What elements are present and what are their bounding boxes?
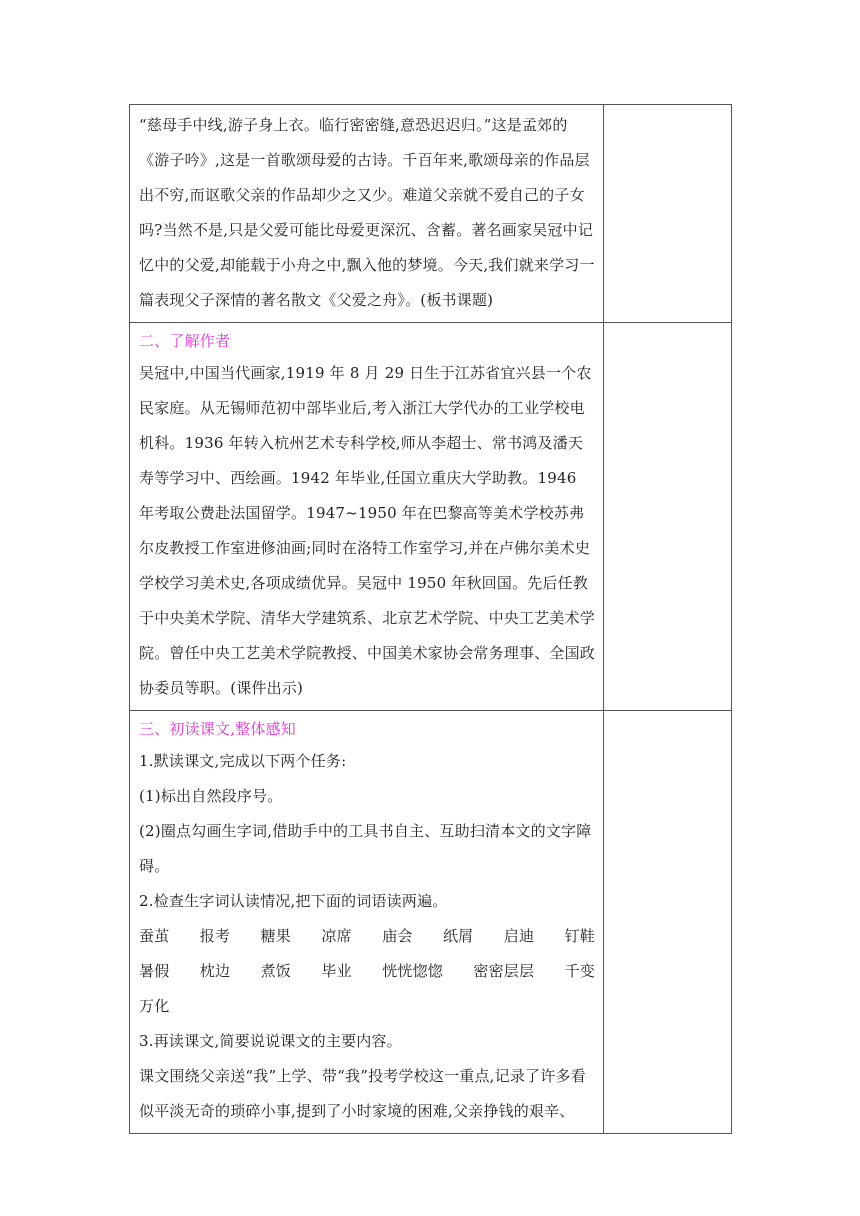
vocab-word: 报考 (199, 927, 231, 945)
vocab-word: 糖果 (260, 927, 291, 945)
intro-paragraph: “慈母手中线,游子身上衣。临行密密缝,意恐迟迟归。”这是孟郊的《游子吟》,这是一首歌颂母爱的古诗。千百年来,歌颂母亲的作品层出不穷,而讴歌父亲的作品却少之又少。难道父亲就不爱自己的子女吗?当然不是,只是父爱可能比母爱更深沉、含蓄。著名画家吴冠中记忆中的父爱,却能载于小舟之中,飘入他的梦境。今天,我们就来学习一篇表现父子深情的著名散文《父爱之舟》。(板书课题) (139, 116, 595, 309)
task-1a: (1)标出自然段序号。 (139, 787, 283, 805)
vocab-word: 千变 (564, 962, 595, 980)
table-row-intro (130, 105, 732, 323)
task-1: 1.默读课文,完成以下两个任务: (139, 752, 347, 770)
notes-cell-reading (604, 711, 732, 1134)
section-heading-reading: 三、初读课文,整体感知 (139, 720, 296, 738)
content-cell-author (130, 323, 604, 711)
vocab-word: 庙会 (382, 927, 413, 945)
vocab-word: 钉鞋 (564, 927, 595, 945)
vocab-word: 枕边 (199, 962, 231, 980)
task-2: 2.检查生字词认读情况,把下面的词语读两遍。 (139, 892, 448, 910)
vocab-word: 煮饭 (260, 962, 291, 980)
notes-cell-author (604, 323, 732, 711)
task-1b: (2)圈点勾画生字词,借助手中的工具书自主、互助扫清本文的文字障碍。 (139, 822, 592, 875)
lesson-plan-table (129, 104, 732, 1134)
summary-paragraph: 课文围绕父亲送“我”上学、带“我”投考学校这一重点,记录了许多看似平淡无奇的琐碎小事,提到了小时家境的困难,父亲挣钱的艰辛、 (139, 1067, 586, 1120)
author-paragraph: 吴冠中,中国当代画家,1919 年 8 月 29 日生于江苏省宜兴县一个农民家庭。从无锡师范初中部毕业后,考入浙江大学代办的工业学校电机科。1936 年转入杭州艺术专科学校,师从李超士、常书鸿及潘天寿等学习中、西绘画。1942 年毕业,任国立重庆大学助教。1946 年考取公费赴法国留学。1947~1950 年在巴黎高等美术学校苏弗尔皮教授工作室进修油画;同时在洛特工作室学习,并在卢佛尔美术史学校学习美术史,各项成绩优异。吴冠中 1950 年秋回国。先后任教于中央美术学院、清华大学建筑系、北京艺术学院、中央工艺美术学院。曾任中央工艺美术学院教授、中国美术家协会常务理事、全国政协委员等职。(课件出示) (139, 364, 596, 697)
vocab-word: 暑假 (139, 962, 170, 980)
vocab-word: 毕业 (321, 962, 352, 980)
table-row-reading (130, 711, 732, 1134)
content-cell-reading (130, 711, 604, 1134)
vocab-word: 启迪 (503, 927, 535, 945)
notes-cell-intro (604, 105, 732, 323)
vocab-word: 恍恍惚惚 (382, 962, 443, 980)
task-3: 3.再读课文,简要说说课文的主要内容。 (139, 1032, 402, 1050)
content-cell-intro (130, 105, 604, 323)
section-heading-author: 二、了解作者 (139, 332, 231, 350)
vocab-word: 纸屑 (442, 927, 474, 945)
table-row-author (130, 323, 732, 711)
vocab-row-3: 万化 (139, 997, 170, 1015)
vocab-row-2 (139, 954, 595, 989)
vocab-row-1 (139, 919, 595, 954)
vocab-word: 凉席 (321, 927, 352, 945)
vocab-word: 密密层层 (473, 962, 535, 980)
vocab-word: 蚕茧 (139, 927, 170, 945)
